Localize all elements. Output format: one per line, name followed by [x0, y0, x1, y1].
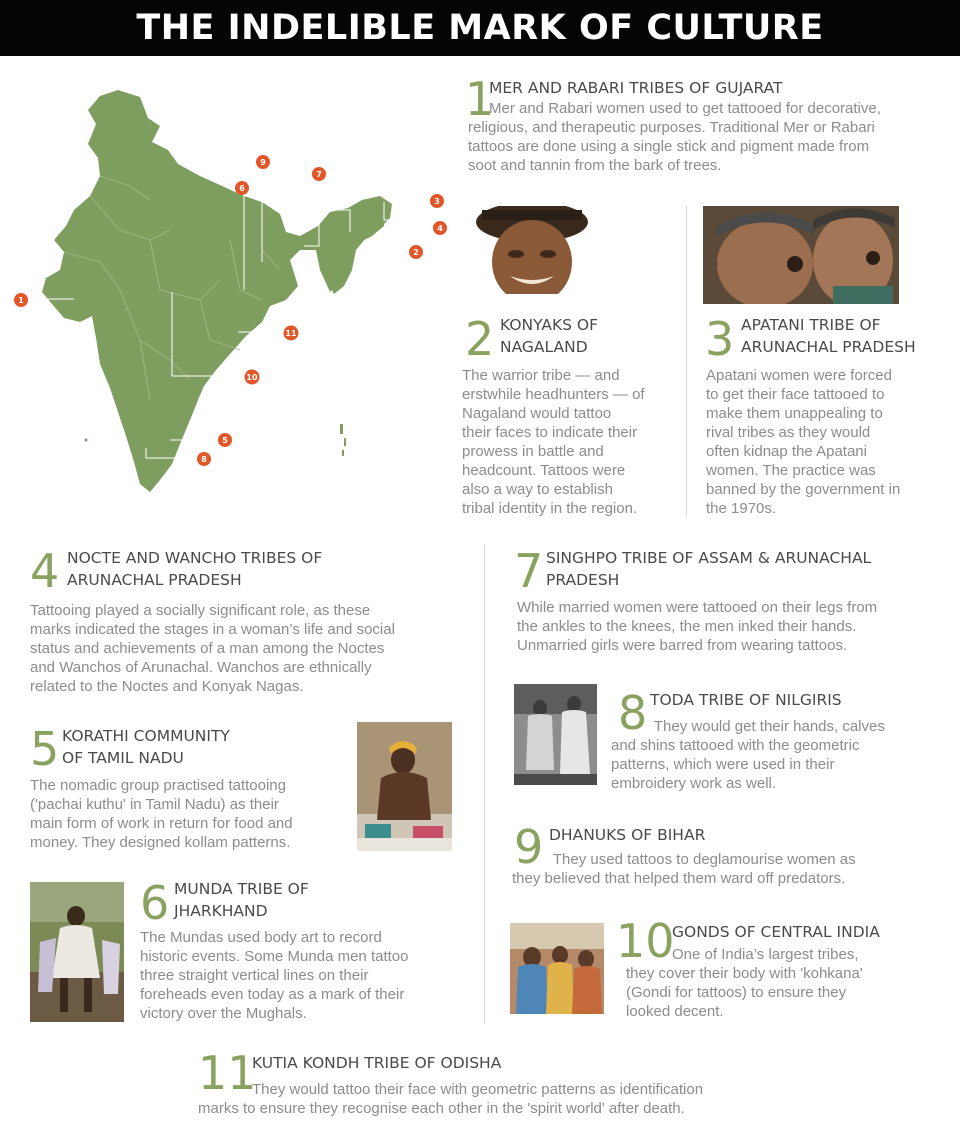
section-title-line: MUNDA TRIBE OF: [174, 880, 309, 898]
section-line: They used tattoos to deglamourise women as: [549, 851, 856, 868]
section-number: 8: [618, 686, 648, 740]
marker-label: 5: [222, 436, 228, 445]
konyak-photo: [466, 206, 596, 304]
section-line: marks to ensure they recognise each other in the 'spirit world' after death.: [198, 1100, 685, 1117]
section-line: marks indicated the stages in a woman’s life and social: [30, 621, 395, 638]
section-title-line: ARUNACHAL PRADESH: [67, 571, 242, 589]
section-number: 11: [198, 1046, 257, 1100]
section-line: ('pachai kuthu' in Tamil Nadu) as their: [30, 796, 279, 813]
section-title: GONDS OF CENTRAL INDIA: [672, 923, 880, 941]
section-title-line: KORATHI COMMUNITY: [62, 727, 230, 745]
section-line: rival tribes as they would: [706, 424, 871, 441]
india-map: [0, 62, 470, 502]
section-line: prowess in battle and: [462, 443, 604, 460]
section-line: often kidnap the Apatani: [706, 443, 867, 460]
section-line: status and achievements of a man among the Noctes: [30, 640, 385, 657]
section-number: 7: [514, 544, 544, 598]
section-line: foreheads even today as a mark of their: [140, 986, 405, 1003]
gond-photo: [510, 923, 604, 1014]
marker-label: 11: [285, 329, 297, 338]
section-title: TODA TRIBE OF NILGIRIS: [650, 691, 842, 709]
section-title-line: KONYAKS OF: [500, 316, 599, 334]
section-number: 1: [465, 72, 495, 126]
section-line: Tattooing played a socially significant role, as these: [30, 602, 371, 619]
section-line: victory over the Mughals.: [140, 1005, 307, 1022]
section-line: women. The practice was: [706, 462, 876, 479]
section-line: religious, and therapeutic purposes. Traditional Mer or Rabari: [468, 119, 875, 136]
section-line: main form of work in return for food and: [30, 815, 293, 832]
page-title: THE INDELIBLE MARK OF CULTURE: [0, 0, 960, 56]
section-title: KUTIA KONDH TRIBE OF ODISHA: [252, 1054, 502, 1072]
section-line: also a way to establish: [462, 481, 613, 498]
section-line: the 1970s.: [706, 500, 777, 517]
marker-label: 6: [239, 184, 245, 193]
section-number: 4: [30, 544, 60, 598]
section-line: their faces to indicate their: [462, 424, 638, 441]
section-title-line: NAGALAND: [500, 338, 588, 356]
section-line: Mer and Rabari women used to get tattooed for decorative,: [489, 100, 881, 117]
section-line: They would get their hands, calves: [650, 718, 885, 735]
section-line: erstwhile headhunters — of: [462, 386, 645, 403]
section-line: they believed that helped them ward off predators.: [512, 870, 846, 887]
section-line: The warrior tribe — and: [462, 367, 620, 384]
section-line: One of India’s largest tribes,: [672, 946, 859, 963]
section-line: money. They designed kollam patterns.: [30, 834, 291, 851]
section-title-line: SINGHPO TRIBE OF ASSAM & ARUNACHAL: [546, 549, 872, 567]
marker-label: 10: [246, 373, 258, 382]
section-title-line: APATANI TRIBE OF: [741, 316, 881, 334]
section-line: soot and tannin from the bark of trees.: [468, 157, 722, 174]
marker-label: 9: [260, 158, 266, 167]
munda-photo: [30, 882, 124, 1022]
section-line: embroidery work as well.: [611, 775, 777, 792]
column-divider: [484, 544, 485, 1024]
section-title-line: JHARKHAND: [174, 902, 268, 920]
section-line: to get their face tattooed to: [706, 386, 885, 403]
section-line: The nomadic group practised tattooing: [30, 777, 286, 794]
section-title-line: ARUNACHAL PRADESH: [741, 338, 916, 356]
marker-label: 7: [316, 170, 322, 179]
column-divider: [686, 206, 687, 516]
section-line: and shins tattooed with the geometric: [611, 737, 860, 754]
section-number: 6: [140, 876, 170, 930]
section-line: Unmarried girls were barred from wearing tattoos.: [517, 637, 848, 654]
section-line: They would tattoo their face with geometric patterns as identification: [252, 1081, 704, 1098]
section-line: they cover their body with 'kohkana': [626, 965, 863, 982]
korathi-photo: [357, 722, 452, 851]
section-line: historic events. Some Munda men tattoo: [140, 948, 409, 965]
apatani-photo: [703, 206, 899, 304]
section-title: DHANUKS OF BIHAR: [549, 826, 706, 844]
section-line: make them unappealing to: [706, 405, 883, 422]
section-number: 5: [30, 722, 60, 776]
marker-label: 1: [18, 296, 24, 305]
section-title-line: OF TAMIL NADU: [62, 749, 184, 767]
section-line: related to the Noctes and Konyak Nagas.: [30, 678, 304, 695]
section-line: Apatani women were forced: [706, 367, 892, 384]
marker-label: 8: [201, 455, 207, 464]
section-title-line: NOCTE AND WANCHO TRIBES OF: [67, 549, 323, 567]
section-line: and Wanchos of Arunachal. Wanchos are ethnically: [30, 659, 372, 676]
section-line: tribal identity in the region.: [462, 500, 638, 517]
section-line: the ankles to the knees, the men inked their hands.: [517, 618, 857, 635]
section-line: (Gondi for tattoos) to ensure they: [626, 984, 847, 1001]
section-title-line: PRADESH: [546, 571, 620, 589]
section-line: While married women were tattooed on their legs from: [517, 599, 878, 616]
section-line: looked decent.: [626, 1003, 724, 1020]
section-number: 2: [465, 312, 495, 366]
section-line: three straight vertical lines on their: [140, 967, 369, 984]
marker-label: 2: [413, 248, 419, 257]
marker-label: 3: [434, 197, 440, 206]
section-line: The Mundas used body art to record: [140, 929, 382, 946]
section-line: patterns, which were used in their: [611, 756, 835, 773]
section-line: headcount. Tattoos were: [462, 462, 626, 479]
toda-photo: [514, 684, 597, 785]
section-number: 10: [616, 914, 675, 968]
section-number: 3: [705, 312, 735, 366]
marker-label: 4: [437, 224, 443, 233]
section-line: tattoos are done using a single stick and pigment made from: [468, 138, 870, 155]
section-line: Nagaland would tattoo: [462, 405, 612, 422]
section-line: banned by the government in: [706, 481, 901, 498]
section-number: 9: [514, 820, 544, 874]
section-title: MER AND RABARI TRIBES OF GUJARAT: [489, 79, 783, 97]
